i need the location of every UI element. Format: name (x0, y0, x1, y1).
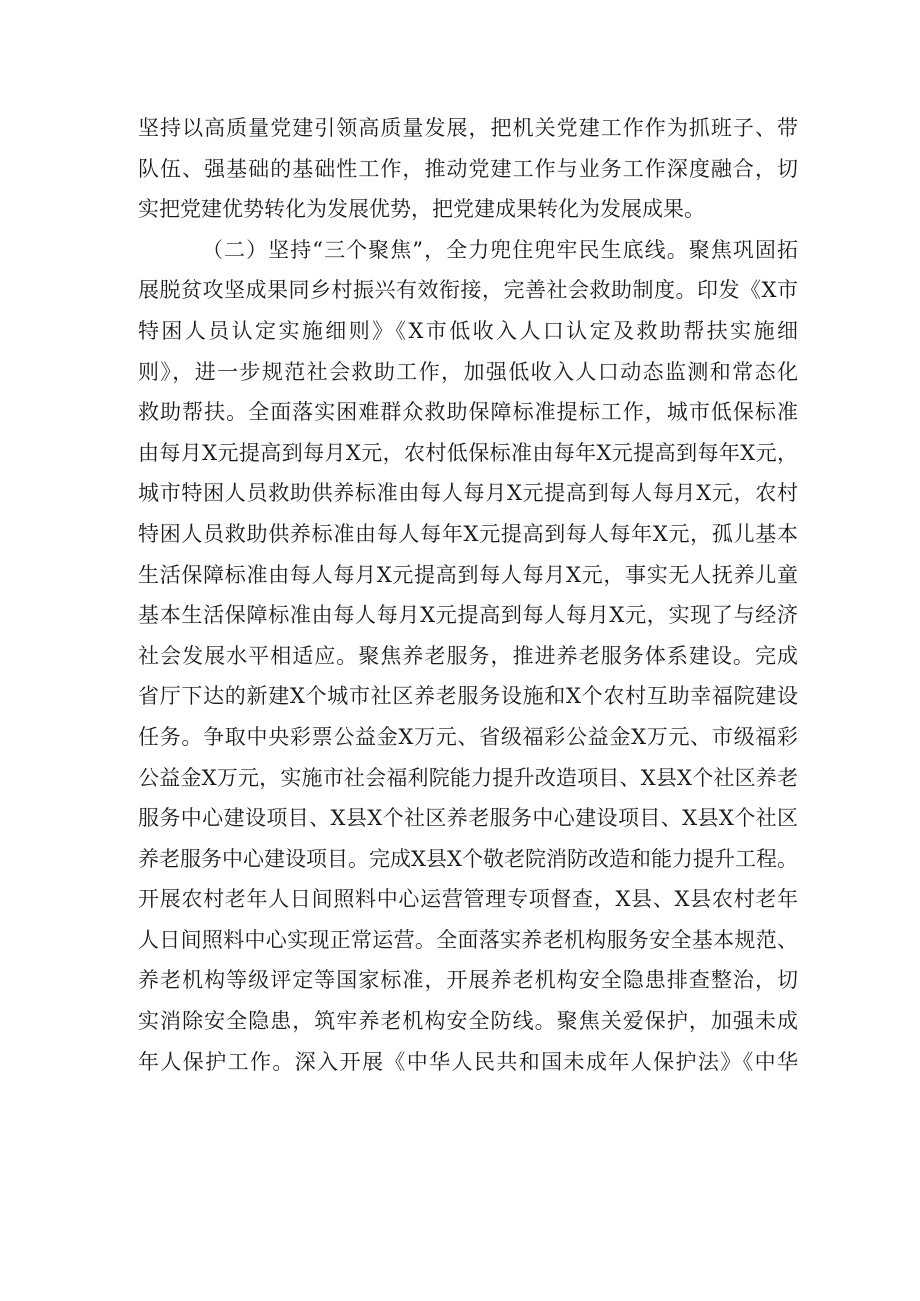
text-line: 开展农村老年人日间照料中心运营管理专项督查，X县、X县农村老年 (138, 887, 798, 912)
text-line: 生活保障标准由每人每月X元提高到每人每月X元，事实无人抚养儿童 (138, 562, 798, 587)
text-line: 服务中心建设项目、X县X个社区养老服务中心建设项目、X县X个社区 (138, 806, 798, 831)
text-line: 任务。争取中央彩票公益金X万元、省级福彩公益金X万元、市级福彩 (138, 724, 798, 749)
text-line: 公益金X万元，实施市社会福利院能力提升改造项目、X县X个社区养老 (138, 765, 798, 790)
text-line: 城市特困人员救助供养标准由每人每月X元提高到每人每月X元，农村 (138, 481, 798, 506)
text-line: 人日间照料中心实现正常运营。全面落实养老机构服务安全基本规范、 (138, 927, 798, 952)
section-heading-line: （二）坚持“三个聚焦”，全力兜住兜牢民生底线。聚焦巩固拓 (202, 237, 798, 262)
text-line: 年人保护工作。深入开展《中华人民共和国未成年人保护法》《中华 (138, 1049, 798, 1074)
text-line: 实把党建优势转化为发展优势，把党建成果转化为发展成果。 (138, 197, 705, 222)
text-line: 则》，进一步规范社会救助工作，加强低收入人口动态监测和常态化 (138, 359, 798, 384)
text-line: 特困人员救助供养标准由每人每年X元提高到每人每年X元，孤儿基本 (138, 521, 798, 546)
text-line: 展脱贫攻坚成果同乡村振兴有效衔接，完善社会救助制度。印发《X市 (138, 278, 798, 303)
text-line: 基本生活保障标准由每人每月X元提高到每人每月X元，实现了与经济 (138, 603, 798, 628)
text-line: 养老机构等级评定等国家标准，开展养老机构安全隐患排查整治，切 (138, 968, 798, 993)
text-line: 养老服务中心建设项目。完成X县X个敬老院消防改造和能力提升工程。 (138, 846, 798, 871)
text-line: 救助帮扶。全面落实困难群众救助保障标准提标工作，城市低保标准 (138, 400, 798, 425)
text-line: 社会发展水平相适应。聚焦养老服务，推进养老服务体系建设。完成 (138, 643, 798, 668)
text-line: 省厅下达的新建X个城市社区养老服务设施和X个农村互助幸福院建设 (138, 684, 798, 709)
text-line: 特困人员认定实施细则》《X市低收入人口认定及救助帮扶实施细 (138, 318, 798, 343)
document-body (138, 108, 798, 1082)
text-line: 坚持以高质量党建引领高质量发展，把机关党建工作作为抓班子、带 (138, 116, 798, 140)
text-line: 由每月X元提高到每月X元，农村低保标准由每年X元提高到每年X元， (138, 440, 798, 465)
text-line: 队伍、强基础的基础性工作，推动党建工作与业务工作深度融合，切 (138, 156, 798, 181)
text-line: 实消除安全隐患，筑牢养老机构安全防线。聚焦关爱保护，加强未成 (138, 1009, 798, 1034)
